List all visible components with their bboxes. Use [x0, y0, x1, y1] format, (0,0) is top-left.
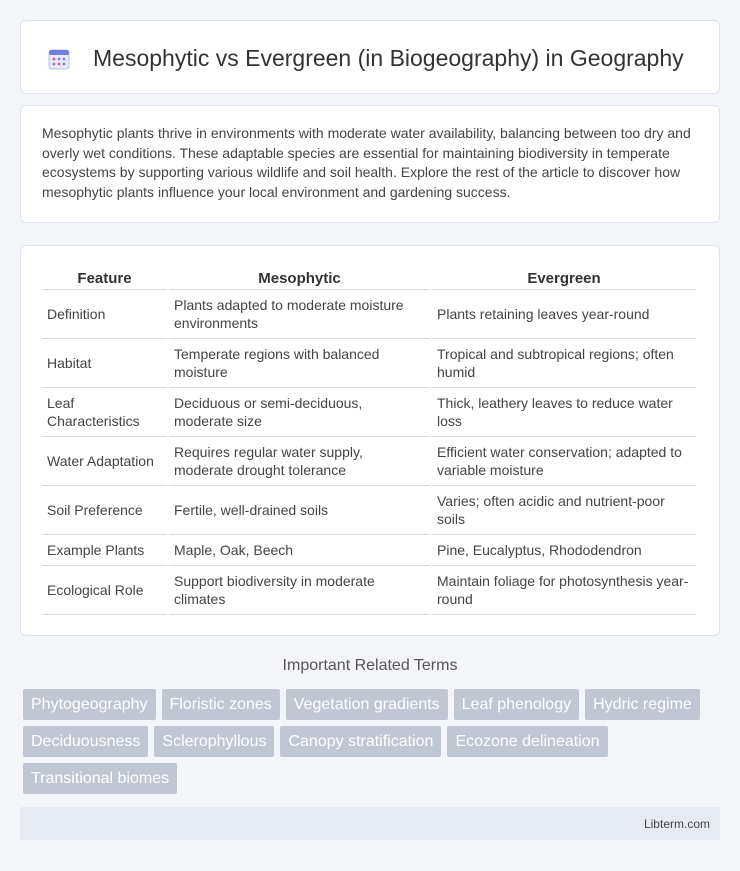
table-cell: Tropical and subtropical regions; often humid [432, 339, 696, 388]
table-row [42, 437, 696, 486]
term-tag[interactable]: Vegetation gradients [286, 689, 448, 720]
page-title: Mesophytic vs Evergreen (in Biogeography) in Geography [93, 45, 684, 71]
table-cell: Maintain foliage for photosynthesis year-round [432, 566, 696, 615]
table-row [42, 388, 696, 437]
table-cell: Plants retaining leaves year-round [432, 290, 696, 339]
table-cell: Definition [42, 290, 167, 339]
table-row [42, 535, 696, 566]
table-cell: Example Plants [42, 535, 167, 566]
intro-text: Mesophytic plants thrive in environments with moderate water availability, balancing between too dry and overly wet conditions. These adaptable species are essential for maintaining biodiversity in temperate ecosystems by supporting various wildlife and soil health. Explore the rest of the article to discover how mesophytic plants influence your local environment and gardening success. [42, 125, 691, 200]
term-tag[interactable]: Hydric regime [585, 689, 700, 720]
table-cell: Thick, leathery leaves to reduce water loss [432, 388, 696, 437]
table-cell: Requires regular water supply, moderate drought tolerance [169, 437, 430, 486]
table-cell: Plants adapted to moderate moisture environments [169, 290, 430, 339]
term-tag[interactable]: Deciduousness [23, 726, 148, 757]
table-cell: Efficient water conservation; adapted to variable moisture [432, 437, 696, 486]
term-tag[interactable]: Ecozone delineation [447, 726, 607, 757]
header-evergreen: Evergreen [432, 264, 696, 290]
term-tag[interactable]: Leaf phenology [454, 689, 579, 720]
table-cell: Deciduous or semi-deciduous, moderate size [169, 388, 430, 437]
term-tag[interactable]: Sclerophyllous [154, 726, 274, 757]
table-cell: Soil Preference [42, 486, 167, 535]
table-cell: Temperate regions with balanced moisture [169, 339, 430, 388]
table-header-row [42, 264, 696, 290]
comparison-table [40, 264, 698, 615]
term-tag[interactable]: Transitional biomes [23, 763, 177, 794]
table-row [42, 566, 696, 615]
header-feature: Feature [42, 264, 167, 290]
term-tag[interactable]: Canopy stratification [280, 726, 441, 757]
term-tag[interactable]: Floristic zones [162, 689, 280, 720]
header-mesophytic: Mesophytic [169, 264, 430, 290]
comparison-card [20, 245, 720, 636]
table-cell: Maple, Oak, Beech [169, 535, 430, 566]
table-cell: Ecological Role [42, 566, 167, 615]
term-tag[interactable]: Phytogeography [23, 689, 156, 720]
header-card [20, 20, 720, 94]
table-cell: Varies; often acidic and nutrient-poor soils [432, 486, 696, 535]
table-row [42, 339, 696, 388]
table-cell: Fertile, well-drained soils [169, 486, 430, 535]
related-terms-list [23, 689, 713, 794]
table-cell: Water Adaptation [42, 437, 167, 486]
calendar-grid-icon [47, 47, 71, 71]
footer-site-link[interactable]: Libterm.com [643, 817, 710, 831]
related-terms-title: Important Related Terms [282, 657, 458, 674]
intro-card [20, 105, 720, 223]
table-row [42, 486, 696, 535]
table-cell: Leaf Characteristics [42, 388, 167, 437]
table-cell: Habitat [42, 339, 167, 388]
table-cell: Support biodiversity in moderate climates [169, 566, 430, 615]
footer [20, 807, 720, 840]
table-row [42, 290, 696, 339]
table-cell: Pine, Eucalyptus, Rhododendron [432, 535, 696, 566]
